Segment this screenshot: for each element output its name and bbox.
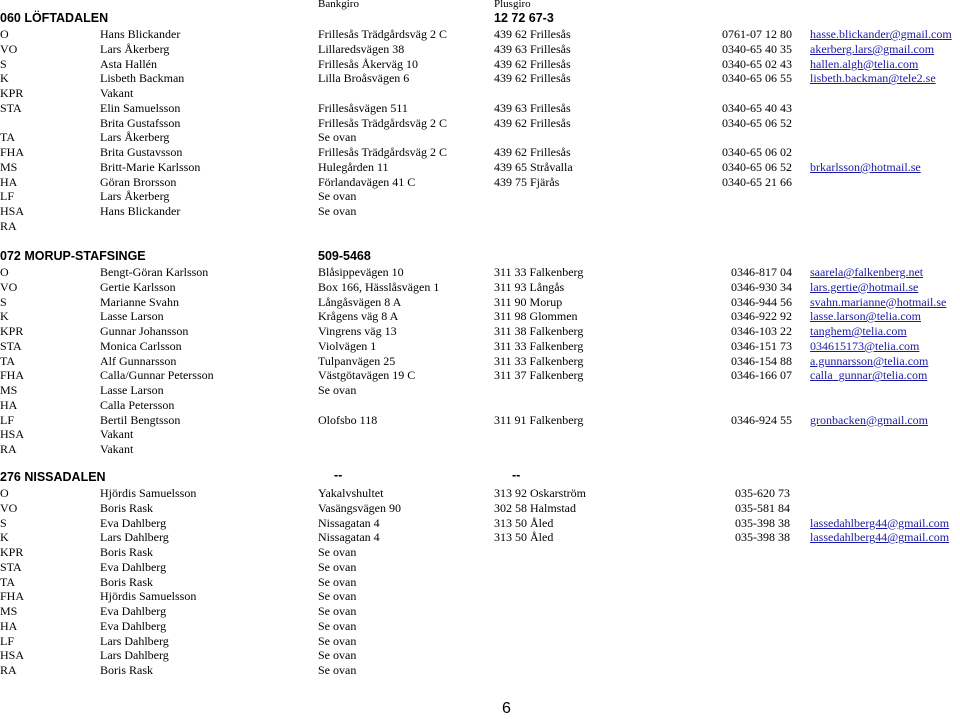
role-code: S [0,294,7,309]
member-name: Vakant [100,427,134,442]
postal-city: 313 92 Oskarström [494,486,586,500]
email-link[interactable]: lisbeth.backman@tele2.se [810,71,936,86]
role-code: HA [0,174,18,189]
phone: 0346-944 56 [731,294,792,309]
postal-city: 311 90 Morup [494,294,563,309]
bankgiro-dash: -- [334,468,343,482]
section-title: 072 MORUP-STAFSINGE [0,249,146,263]
phone: 0346-151 73 [731,338,792,353]
address: Lillaredsvägen 38 [318,41,405,56]
address: Se ovan [318,604,357,618]
email-link[interactable]: akerberg.lars@gmail.com [810,41,935,56]
member-name: Vakant [100,442,134,456]
address: Blåsippevägen 10 [318,265,404,279]
member-name: Lasse Larson [100,383,164,397]
postal-city: 311 93 Långås [494,279,565,294]
member-name: Lars Åkerberg [100,189,170,204]
role-code: VO [0,279,18,294]
role-code: MS [0,383,18,397]
phone: 0346-817 04 [731,265,792,279]
phone: 0346-166 07 [731,368,792,383]
postal-city: 439 65 Stråvalla [494,159,573,174]
member-name: Eva Dahlberg [100,618,167,633]
postal-city: 439 63 Frillesås [494,100,571,115]
role-code: LF [0,412,15,427]
member-name: Lars Åkerberg [100,41,170,56]
member-name: Göran Brorsson [100,174,177,189]
postal-city: 439 62 Frillesås [494,56,571,71]
plusgiro-label: Plusgiro [494,0,531,10]
member-name: Boris Rask [100,663,154,677]
phone: 0340-65 40 43 [722,100,792,115]
role-code: K [0,530,9,545]
email-link[interactable]: lassedahlberg44@gmail.com [810,515,950,530]
role-code: TA [0,574,16,589]
role-code: VO [0,41,18,56]
address: Förlandavägen 41 C [318,174,416,189]
role-code: RA [0,442,17,456]
member-name: Eva Dahlberg [100,515,167,530]
email-link[interactable]: saarela@falkenberg.net [810,265,924,279]
postal-city: 439 63 Frillesås [494,41,571,56]
phone: 035-581 84 [735,500,790,515]
postal-city: 311 91 Falkenberg [494,412,584,427]
plusgiro-dash: -- [512,468,521,482]
address: Se ovan [318,383,357,397]
member-name: Bertil Bengtsson [100,412,181,427]
member-name: Eva Dahlberg [100,604,167,618]
postal-city: 311 98 Glommen [494,309,578,324]
email-link[interactable]: brkarlsson@hotmail.se [810,159,921,174]
member-name: Boris Rask [100,545,154,559]
role-code: O [0,265,9,279]
phone: 0346-154 88 [731,353,792,368]
email-link[interactable]: a.gunnarsson@telia.com [810,353,929,368]
member-name: Brita Gustavsson [100,145,183,159]
address: Se ovan [318,589,357,604]
address: Se ovan [318,559,357,574]
role-code: TA [0,130,16,145]
role-code: MS [0,604,18,618]
postal-city: 311 37 Falkenberg [494,368,584,383]
address: Olofsbo 118 [318,412,378,427]
role-code: S [0,56,7,71]
phone: 0340-65 06 02 [722,145,792,159]
member-name: Hans Blickander [100,204,181,218]
member-name: Eva Dahlberg [100,559,167,574]
postal-city: 439 62 Frillesås [494,145,571,159]
member-name: Calla/Gunnar Petersson [100,368,214,383]
address: Frillesåsvägen 511 [318,100,408,115]
phone: 035-398 38 [735,515,790,530]
address: Se ovan [318,618,357,633]
role-code: LF [0,189,15,204]
giro-number: 509-5468 [318,249,371,263]
address: Vingrens väg 13 [318,324,397,338]
email-link[interactable]: lars.gertie@hotmail.se [810,279,919,294]
address: Se ovan [318,189,357,204]
member-name: Calla Petersson [100,397,175,412]
member-name: Brita Gustafsson [100,115,181,130]
member-name: Lisbeth Backman [100,71,185,86]
role-code: HA [0,618,18,633]
address: Frillesås Åkerväg 10 [318,56,418,71]
role-code: HA [0,397,18,412]
phone: 0346-922 92 [731,309,792,324]
address: Nissagatan 4 [318,515,380,530]
member-name: Hans Blickander [100,27,181,41]
address: Frillesås Trädgårdsväg 2 C [318,27,447,41]
role-code: O [0,486,9,500]
role-code: S [0,515,7,530]
section-title: 060 LÖFTADALEN [0,11,109,25]
email-link[interactable]: hasse.blickander@gmail.com [810,27,952,41]
phone: 0346-103 22 [731,324,792,338]
phone: 0346-924 55 [731,412,792,427]
role-code: VO [0,500,18,515]
address: Västgötavägen 19 C [318,368,416,383]
address: Yakalvshultet [318,486,384,500]
member-name: Vakant [100,86,134,100]
role-code: K [0,71,9,86]
member-name: Lars Dahlberg [100,648,169,663]
address: Krågens väg 8 A [318,309,399,324]
role-code: RA [0,218,17,233]
address: Lilla Broåsvägen 6 [318,71,410,86]
role-code: RA [0,663,17,677]
address: Se ovan [318,574,357,589]
role-code: LF [0,633,15,648]
phone: 0761-07 12 80 [722,27,792,41]
postal-city: 311 38 Falkenberg [494,324,584,338]
postal-city: 439 62 Frillesås [494,71,571,86]
member-name: Lars Åkerberg [100,130,170,145]
postal-city: 439 62 Frillesås [494,27,571,41]
member-name: Boris Rask [100,500,154,515]
role-code: TA [0,353,16,368]
member-name: Alf Gunnarsson [100,353,177,368]
address: Violvägen 1 [318,338,377,353]
member-name: Lars Dahlberg [100,530,169,545]
address: Frillesås Trädgårdsväg 2 C [318,115,447,130]
email-link[interactable]: lassedahlberg44@gmail.com [810,530,950,545]
address: Frillesås Trädgårdsväg 2 C [318,145,447,159]
role-code: FHA [0,589,25,604]
postal-city: 311 33 Falkenberg [494,265,584,279]
address: Se ovan [318,545,357,559]
role-code: HSA [0,204,25,218]
member-name: Bengt-Göran Karlsson [100,265,209,279]
member-name: Marianne Svahn [100,294,179,309]
postal-city: 311 33 Falkenberg [494,338,584,353]
address: Hulegården 11 [318,159,389,174]
role-code: K [0,309,9,324]
phone: 0340-65 02 43 [722,56,792,71]
role-code: HSA [0,427,25,442]
email-link[interactable]: svahn.marianne@hotmail.se [810,294,947,309]
phone: 0340-65 40 35 [722,41,792,56]
address: Se ovan [318,648,357,663]
role-code: STA [0,338,22,353]
address: Se ovan [318,633,357,648]
role-code: KPR [0,545,24,559]
email-link[interactable]: 034615173@telia.com [810,338,920,353]
postal-city: 311 33 Falkenberg [494,353,584,368]
role-code: HSA [0,648,25,663]
member-name: Gertie Karlsson [100,279,176,294]
member-name: Boris Rask [100,574,154,589]
postal-city: 302 58 Halmstad [494,500,576,515]
member-name: Lasse Larson [100,309,164,324]
phone: 0346-930 34 [731,279,792,294]
phone: 0340-65 06 52 [722,115,792,130]
role-code: STA [0,100,22,115]
role-code: FHA [0,368,25,383]
postal-city: 439 75 Fjärås [494,174,560,189]
phone: 0340-65 06 52 [722,159,792,174]
member-name: Elin Samuelsson [100,100,181,115]
page-number: 6 [502,700,511,717]
role-code: FHA [0,145,25,159]
section-title: 276 NISSADALEN [0,470,106,484]
email-link[interactable]: hallen.algh@telia.com [810,56,919,71]
member-name: Hjördis Samuelsson [100,486,197,500]
role-code: KPR [0,86,24,100]
role-code: STA [0,559,22,574]
role-code: MS [0,159,18,174]
address: Se ovan [318,204,357,218]
member-name: Gunnar Johansson [100,324,189,338]
role-code: O [0,27,9,41]
phone: 035-620 73 [735,486,790,500]
address: Långåsvägen 8 A [318,294,402,309]
postal-city: 313 50 Åled [494,530,554,545]
postal-city: 313 50 Åled [494,515,554,530]
email-link[interactable]: tanghem@telia.com [810,324,907,338]
member-name: Monica Carlsson [100,338,182,353]
address: Nissagatan 4 [318,530,380,545]
address: Se ovan [318,130,357,145]
email-link[interactable]: calla_gunnar@telia.com [810,368,928,383]
email-link[interactable]: lasse.larson@telia.com [810,309,922,324]
member-name: Hjördis Samuelsson [100,589,197,604]
bankgiro-label: Bankgiro [318,0,359,10]
role-code: KPR [0,324,24,338]
postal-city: 439 62 Frillesås [494,115,571,130]
address: Tulpanvägen 25 [318,353,396,368]
address: Box 166, Hässlåsvägen 1 [318,279,440,294]
member-name: Lars Dahlberg [100,633,169,648]
phone: 0340-65 21 66 [722,174,792,189]
address: Se ovan [318,663,357,677]
email-link[interactable]: gronbacken@gmail.com [810,412,929,427]
member-name: Britt-Marie Karlsson [100,159,201,174]
phone: 0340-65 06 55 [722,71,792,86]
giro-number: 12 72 67-3 [494,11,554,25]
member-name: Asta Hallén [100,56,157,71]
address: Vasängsvägen 90 [318,500,401,515]
phone: 035-398 38 [735,530,790,545]
